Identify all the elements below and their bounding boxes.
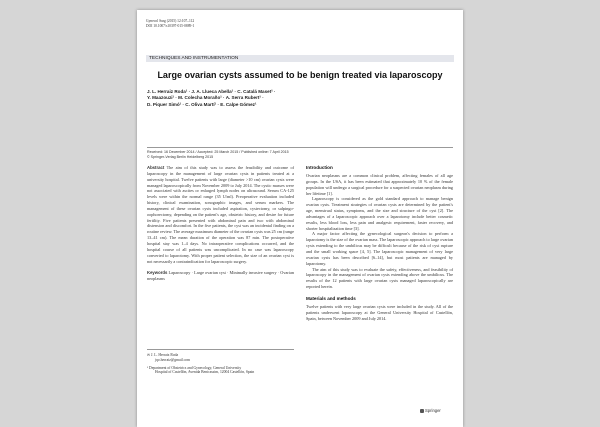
author-line: Y. Maazouzi¹ · M. Colecha Moraño¹ · A. Serra Rubert¹ · bbox=[147, 95, 264, 101]
right-column bbox=[306, 165, 453, 321]
intro-paragraph: The aim of this study was to evaluate the safety, effectiveness, and feasibility of laparoscopy in the management of ovarian cysts extending above the umbilicus. The results of the 12 patients with large ovarian cysts managed laparoscopically are reported herein. bbox=[306, 266, 453, 290]
keywords-label: Keywords bbox=[147, 270, 168, 276]
author-line: J. L. Herraiz Roda¹ · J. A. Llueca Abella¹ · C. Catalá Maset¹ · bbox=[147, 89, 276, 94]
journal-reference bbox=[146, 19, 194, 29]
paper-title: Large ovarian cysts assumed to be benign treated via laparoscopy bbox=[157, 70, 443, 80]
abstract bbox=[147, 165, 294, 264]
affiliation-line: ¹ Department of Obstetrics and Gynecology, General University bbox=[147, 365, 242, 370]
publication-meta bbox=[147, 147, 453, 159]
materials-heading: Materials and methods bbox=[306, 295, 356, 301]
intro-paragraph: Laparoscopy is considered as the gold standard approach to manage benign ovarian cysts. Treatment strategies of ovarian cysts are determined by the patient's age, menstrual status, symptoms, and the size and structure of the cyst [2]. The advantages of a laparoscopic approach over a laparotomy include better cosmetic results, less blood loss, less pain and analgesic requirement, faster recovery, and shorter hospitalization time [3]. bbox=[306, 196, 453, 231]
keywords bbox=[147, 270, 294, 282]
publication-dates: Received: 16 December 2014 / Accepted: 25 March 2015 / Published online: 7 April 2015 bbox=[147, 150, 289, 154]
affiliation-line: Hospital of Castellón, Avenida Benicassim, 12004 Castellón, Spain bbox=[155, 370, 255, 375]
journal-doi: DOI 10.1007/s10397-015-0889-1 bbox=[146, 24, 195, 28]
introduction-heading: Introduction bbox=[306, 165, 333, 170]
materials-paragraph: Twelve patients with very large ovarian cysts were included in the study. All of the patients underwent laparoscopy at the General University Hospital of Castellón, Spain, between November 2009 and July 2014. bbox=[306, 303, 453, 321]
intro-paragraph: A major factor affecting the gynecological surgeon's decision to perform a laparotomy is the size of the ovarian mass. The laparoscopic approach to large ovarian cysts extending to the umbilicus may be difficult because of the risk of cyst rupture and the small working space [4, 5]. The laparoscopic management of very large ovarian cysts has been described [6–14], but most patients are managed by laparotomy. bbox=[306, 231, 453, 266]
keywords-text: Laparoscopy · Large ovarian cyst · Minimally invasive surgery · Ovarian neoplasms bbox=[147, 270, 294, 282]
publisher-name: Springer bbox=[425, 408, 441, 413]
copyright-notice: © Springer-Verlag Berlin Heidelberg 2015 bbox=[147, 154, 214, 159]
correspondence-footnote bbox=[147, 349, 294, 375]
author-line: D. Piquer Simó¹ · C. Oliva Martí¹ · E. Calpe Gómez¹ bbox=[147, 101, 257, 107]
left-column bbox=[147, 165, 294, 282]
intro-paragraph: Ovarian neoplasms are a common clinical problem, affecting females of all age groups. In the USA, it has been estimated that approximately 10 % of the female population will undergo a surgical procedure for a suspected ovarian neoplasm during her lifetime [1]. bbox=[306, 173, 453, 196]
abstract-label: Abstract bbox=[147, 165, 165, 170]
publisher-logo bbox=[420, 408, 441, 413]
section-label: TECHNIQUES AND INSTRUMENTATION bbox=[146, 55, 454, 62]
corresponding-author: ✉ J. L. Herraiz Roda bbox=[147, 353, 179, 357]
abstract-text: The aim of this study was to assess the feasibility and outcome of laparoscopy in the management of large ovarian cysts in patients treated at a university hospital. Twelve patients with large (diameter >10 cm) ovarian cysts were managed laparoscopically from November 2009 to July 2014. The cystic masses were not associated with ascites or enlarged lymph nodes on ultrasound. Serum CA-125 levels were within the normal range (35 U/ml). Preoperative evaluation included history, clinical examination, sonographic images, and serum markers. The management of these ovarian cysts included aspiration, cystectomy, or salpingo-oophorectomy, depending on the patient's age, obstetric history, and desire for future fertility. Five patients presented with abdominal pain and two with abdominal distension and discomfort. In the five patients, the cyst was an incidental finding on a routine review. The average maximum diameter of the ovarian cysts was 25 cm (range 13–41 cm). The mean duration of the operation was 87 min. The postoperative hospital stay was 1–4 days. No intraoperative complications occurred, and the hospital course of all patients was uncomplicated. In no case was laparoscopy converted to laparotomy. With proper patient selection, the size of an ovarian cyst is not necessarily a contraindication for laparoscopic surgery. bbox=[147, 165, 294, 264]
author-email[interactable]: jqo.herraiz@gmail.com bbox=[155, 357, 190, 362]
springer-knight-icon bbox=[420, 409, 424, 413]
paper-page bbox=[137, 10, 463, 427]
journal-citation: Gynecol Surg (2015) 12:107–112 bbox=[146, 19, 195, 23]
author-list bbox=[147, 89, 453, 108]
